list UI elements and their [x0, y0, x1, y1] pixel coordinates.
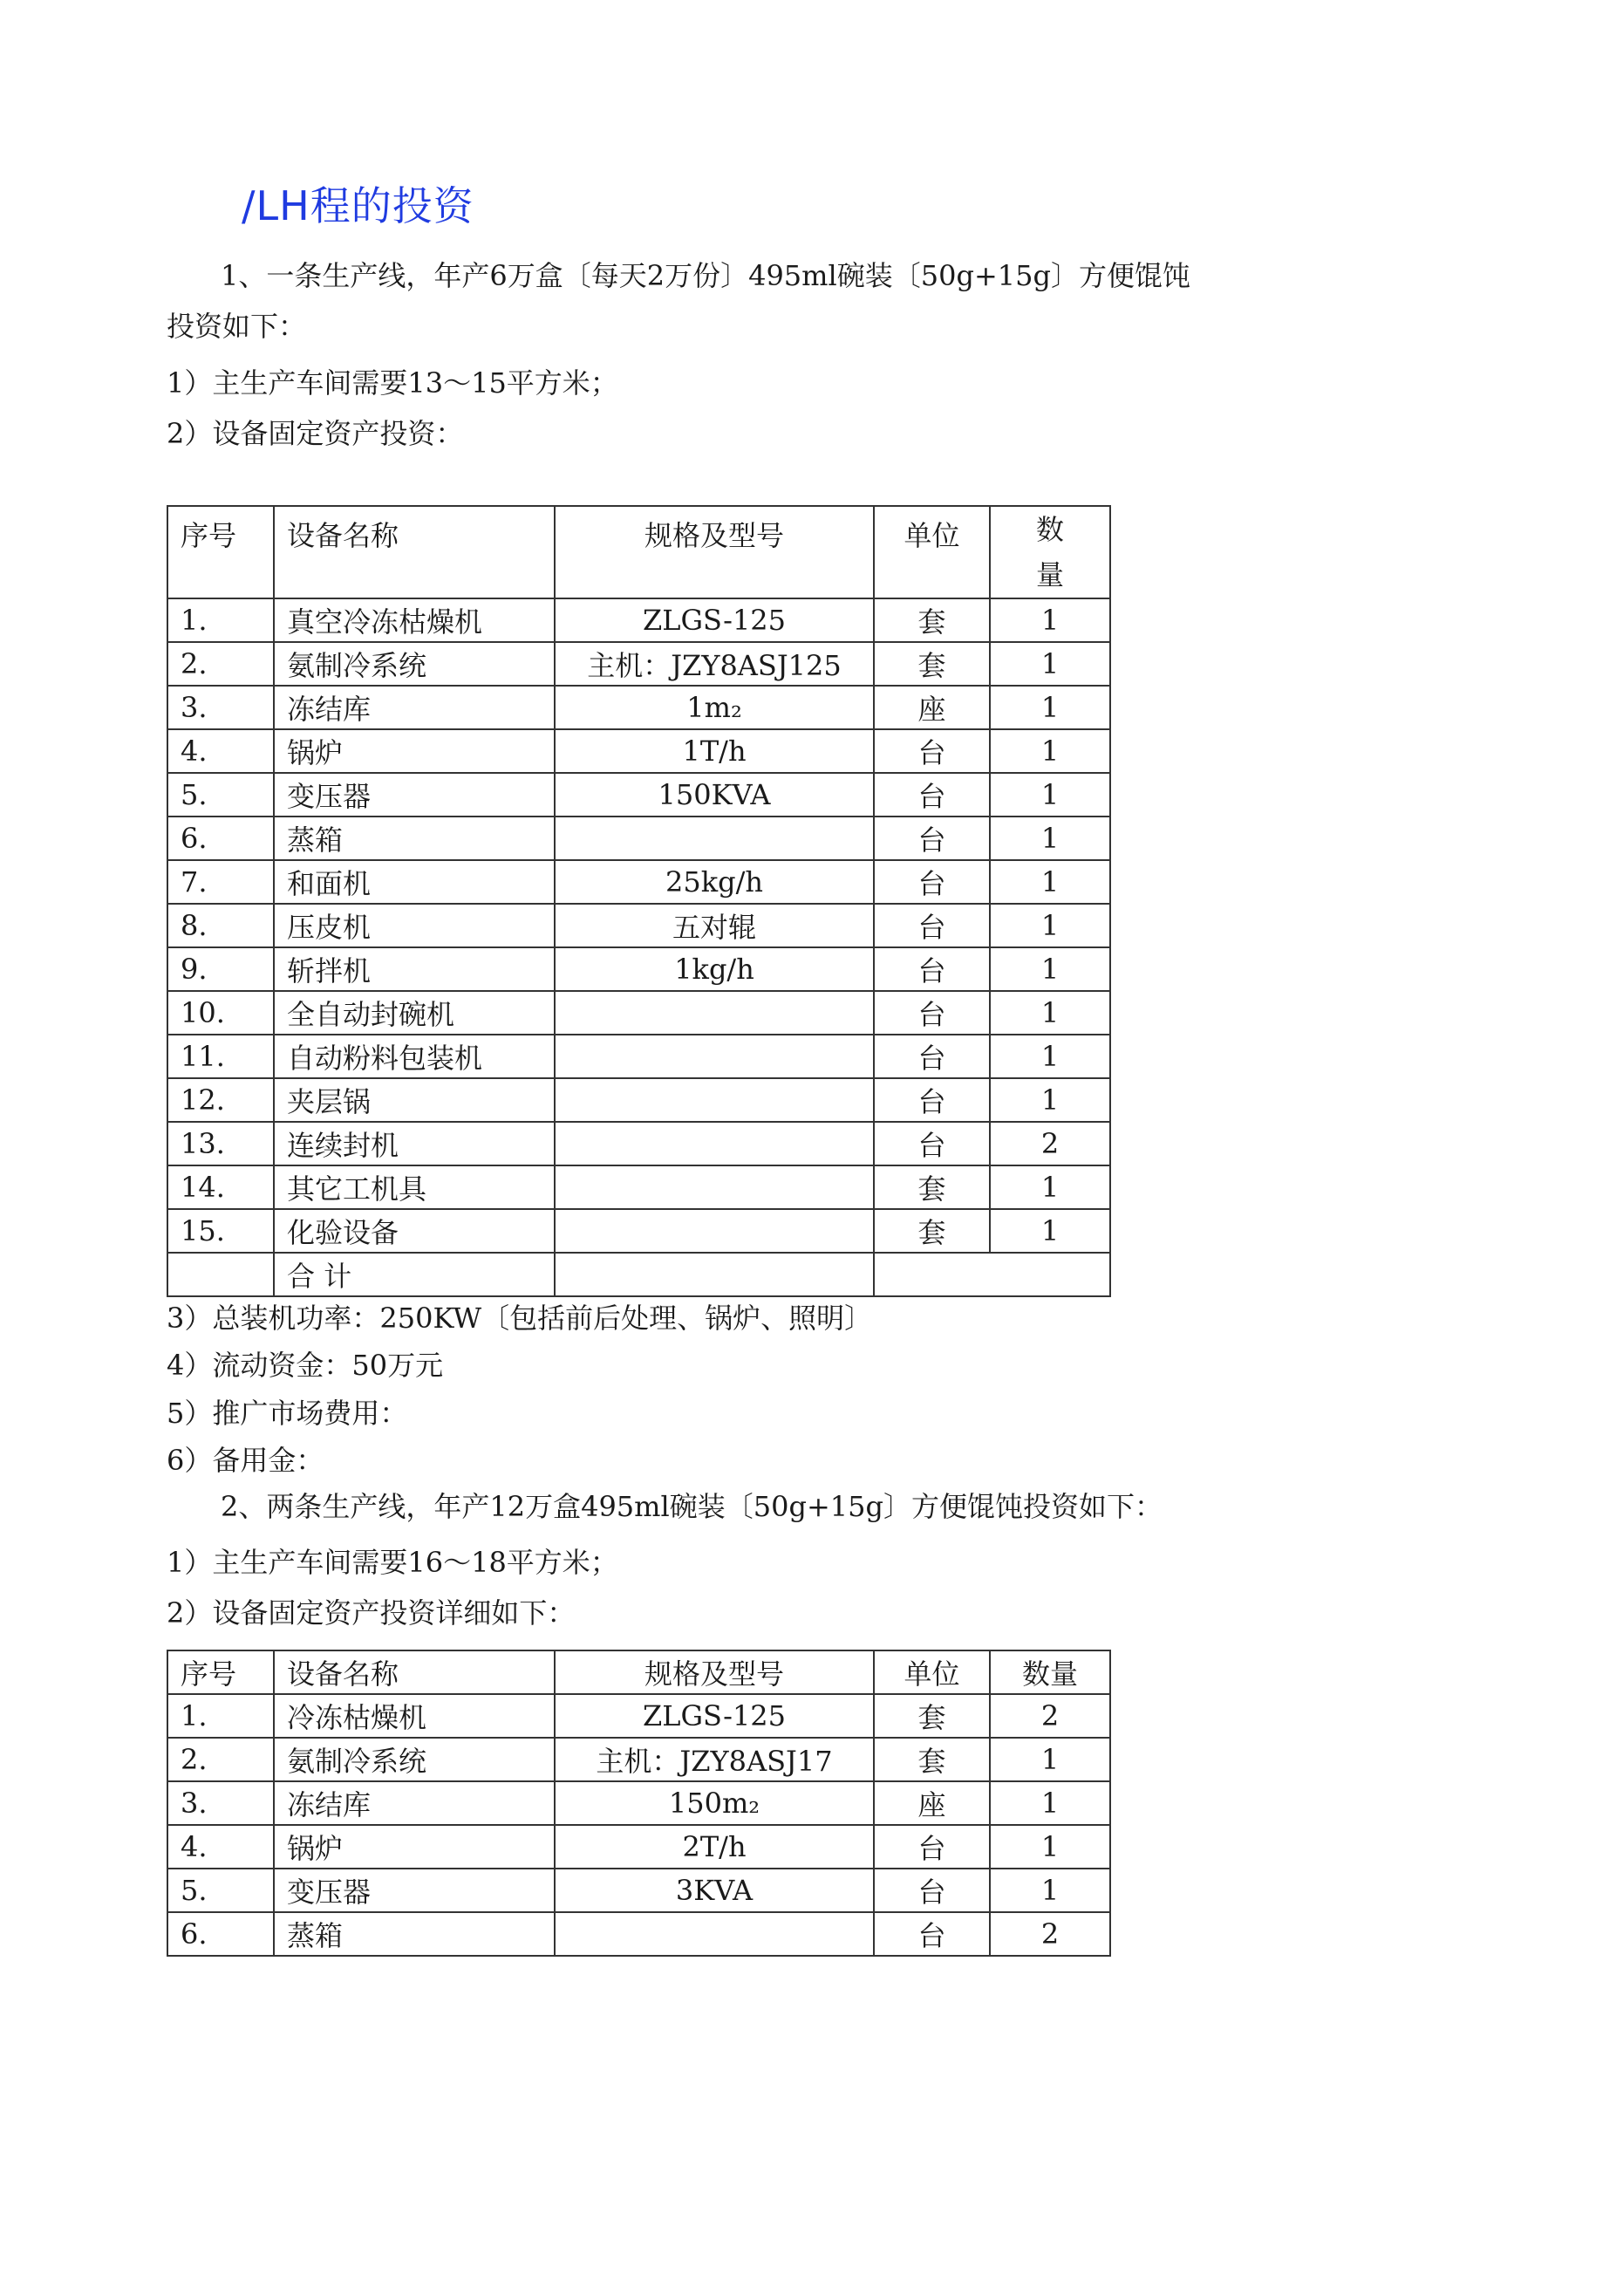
equipment-name-cell: 其它工机具 — [274, 1165, 555, 1209]
spec-model-cell: ZLGS-125 — [555, 1694, 874, 1738]
quantity-cell: 1 — [990, 991, 1110, 1035]
table-row — [167, 860, 1110, 904]
spec-model-cell — [555, 1035, 874, 1078]
row-number-cell: 8. — [167, 904, 274, 947]
spec-model-cell: 3KVA — [555, 1869, 874, 1912]
spec-model-cell — [555, 1122, 874, 1165]
quantity-cell: 1 — [990, 686, 1110, 729]
unit-cell: 台 — [874, 860, 990, 904]
row-number-cell: 4. — [167, 1825, 274, 1869]
spec-model-cell: 五对辊 — [555, 904, 874, 947]
table-body — [167, 598, 1110, 1253]
unit-cell: 座 — [874, 1781, 990, 1825]
equipment-name-cell: 全自动封碗机 — [274, 991, 555, 1035]
spec-model-cell: ZLGS-125 — [555, 598, 874, 642]
table-row — [167, 817, 1110, 860]
table-row — [167, 598, 1110, 642]
table-row — [167, 773, 1110, 817]
total-label: 合 计 — [274, 1253, 555, 1296]
table-total-row — [167, 1253, 1110, 1296]
header-cell: 序号 — [167, 1650, 274, 1694]
equipment-name-cell: 真空冷冻枯燥机 — [274, 598, 555, 642]
row-number-cell: 12. — [167, 1078, 274, 1122]
header-cell: 设备名称 — [274, 506, 555, 598]
table-row — [167, 642, 1110, 686]
table-row — [167, 1122, 1110, 1165]
quantity-cell: 2 — [990, 1122, 1110, 1165]
table-row — [167, 1035, 1110, 1078]
quantity-cell: 1 — [990, 1825, 1110, 1869]
row-number-cell: 7. — [167, 860, 274, 904]
table-cell — [874, 1253, 1110, 1296]
header-quantity-part2: 量 — [1035, 558, 1064, 591]
equipment-name-cell: 冷冻枯燥机 — [274, 1694, 555, 1738]
quantity-cell: 1 — [990, 860, 1110, 904]
spec-model-cell: 1kg/h — [555, 947, 874, 991]
table-body — [167, 1694, 1110, 1956]
equipment-name-cell: 氨制冷系统 — [274, 642, 555, 686]
unit-cell: 台 — [874, 904, 990, 947]
row-number-cell: 1. — [167, 1694, 274, 1738]
section1-item1: 1）主生产车间需要13〜15平方米； — [167, 366, 618, 400]
unit-cell: 台 — [874, 1825, 990, 1869]
table-row — [167, 1738, 1110, 1781]
table-header-row — [167, 1650, 1110, 1694]
quantity-cell: 2 — [990, 1912, 1110, 1956]
equipment-name-cell: 变压器 — [274, 1869, 555, 1912]
table-row — [167, 1694, 1110, 1738]
section1-intro-line2: 投资如下： — [167, 310, 307, 343]
spec-model-cell: 25kg/h — [555, 860, 874, 904]
section1-item4: 4）流动资金：50万元 — [167, 1349, 444, 1382]
row-number-cell: 5. — [167, 1869, 274, 1912]
unit-cell: 台 — [874, 1869, 990, 1912]
quantity-cell: 1 — [990, 1165, 1110, 1209]
spec-model-cell: 150m₂ — [555, 1781, 874, 1825]
spec-model-cell — [555, 991, 874, 1035]
spec-model-cell — [555, 1078, 874, 1122]
table-header-row — [167, 506, 1110, 598]
quantity-cell: 1 — [990, 817, 1110, 860]
header-cell: 单位 — [874, 1650, 990, 1694]
row-number-cell: 15. — [167, 1209, 274, 1253]
spec-model-cell — [555, 1165, 874, 1209]
section1-item6: 6）备用金： — [167, 1444, 324, 1477]
table-row — [167, 1781, 1110, 1825]
equipment-name-cell: 冻结库 — [274, 686, 555, 729]
unit-cell: 座 — [874, 686, 990, 729]
header-quantity-part1: 数 — [1035, 513, 1064, 546]
equipment-name-cell: 锅炉 — [274, 729, 555, 773]
table-row — [167, 686, 1110, 729]
quantity-cell: 1 — [990, 1738, 1110, 1781]
unit-cell: 台 — [874, 773, 990, 817]
table-row — [167, 1825, 1110, 1869]
row-number-cell: 14. — [167, 1165, 274, 1209]
unit-cell: 套 — [874, 1738, 990, 1781]
row-number-cell: 3. — [167, 686, 274, 729]
unit-cell: 台 — [874, 1035, 990, 1078]
spec-model-cell — [555, 1209, 874, 1253]
unit-cell: 台 — [874, 729, 990, 773]
row-number-cell: 6. — [167, 817, 274, 860]
equipment-name-cell: 锅炉 — [274, 1825, 555, 1869]
header-cell: 单位 — [874, 506, 990, 598]
table-row — [167, 1165, 1110, 1209]
unit-cell: 台 — [874, 1912, 990, 1956]
row-number-cell: 2. — [167, 642, 274, 686]
equipment-name-cell: 氨制冷系统 — [274, 1738, 555, 1781]
equipment-name-cell: 化验设备 — [274, 1209, 555, 1253]
table-cell — [555, 1253, 874, 1296]
section2-item1: 1）主生产车间需要16〜18平方米； — [167, 1546, 618, 1579]
quantity-cell: 1 — [990, 1209, 1110, 1253]
section2-intro: 2、两条生产线，年产12万盒495ml碗装〔50g+15g〕方便馄饨投资如下： — [221, 1490, 1163, 1523]
equipment-table-2 — [167, 1650, 1111, 1957]
header-cell-quantity — [990, 506, 1110, 598]
equipment-name-cell: 连续封机 — [274, 1122, 555, 1165]
equipment-name-cell: 夹层锅 — [274, 1078, 555, 1122]
section1-item5: 5）推广市场费用： — [167, 1397, 408, 1430]
spec-model-cell: 主机：JZY8ASJ125 — [555, 642, 874, 686]
spec-model-cell: 主机：JZY8ASJ17 — [555, 1738, 874, 1781]
equipment-name-cell: 斩拌机 — [274, 947, 555, 991]
quantity-cell: 2 — [990, 1694, 1110, 1738]
section1-intro-line1: 1、一条生产线，年产6万盒〔每天2万份〕495ml碗装〔50g+15g〕方便馄饨 — [221, 259, 1190, 292]
spec-model-cell: 150KVA — [555, 773, 874, 817]
table-row — [167, 1209, 1110, 1253]
quantity-cell: 1 — [990, 1078, 1110, 1122]
equipment-name-cell: 压皮机 — [274, 904, 555, 947]
equipment-name-cell: 蒸箱 — [274, 817, 555, 860]
table-row — [167, 1869, 1110, 1912]
table-row — [167, 991, 1110, 1035]
equipment-name-cell: 和面机 — [274, 860, 555, 904]
table-row — [167, 904, 1110, 947]
quantity-cell: 1 — [990, 904, 1110, 947]
equipment-name-cell: 自动粉料包装机 — [274, 1035, 555, 1078]
unit-cell: 套 — [874, 598, 990, 642]
quantity-cell: 1 — [990, 947, 1110, 991]
unit-cell: 套 — [874, 1165, 990, 1209]
section1-item3: 3）总装机功率：250KW〔包括前后处理、锅炉、照明〕 — [167, 1302, 873, 1335]
table-row — [167, 729, 1110, 773]
row-number-cell: 9. — [167, 947, 274, 991]
row-number-cell: 5. — [167, 773, 274, 817]
spec-model-cell: 1T/h — [555, 729, 874, 773]
quantity-cell: 1 — [990, 642, 1110, 686]
quantity-cell: 1 — [990, 1035, 1110, 1078]
header-cell: 设备名称 — [274, 1650, 555, 1694]
page-title: /LH程的投资 — [242, 182, 474, 229]
unit-cell: 台 — [874, 817, 990, 860]
table-row — [167, 947, 1110, 991]
unit-cell: 套 — [874, 1694, 990, 1738]
row-number-cell: 13. — [167, 1122, 274, 1165]
section2-item2: 2）设备固定资产投资详细如下： — [167, 1596, 576, 1630]
row-number-cell: 3. — [167, 1781, 274, 1825]
unit-cell: 台 — [874, 991, 990, 1035]
spec-model-cell: 1m₂ — [555, 686, 874, 729]
equipment-name-cell: 蒸箱 — [274, 1912, 555, 1956]
unit-cell: 套 — [874, 642, 990, 686]
table-row — [167, 1912, 1110, 1956]
quantity-cell: 1 — [990, 1869, 1110, 1912]
row-number-cell: 11. — [167, 1035, 274, 1078]
spec-model-cell: 2T/h — [555, 1825, 874, 1869]
unit-cell: 台 — [874, 1122, 990, 1165]
row-number-cell: 2. — [167, 1738, 274, 1781]
quantity-cell: 1 — [990, 598, 1110, 642]
unit-cell: 台 — [874, 947, 990, 991]
spec-model-cell — [555, 1912, 874, 1956]
header-cell: 数量 — [990, 1650, 1110, 1694]
row-number-cell: 4. — [167, 729, 274, 773]
header-cell: 规格及型号 — [555, 1650, 874, 1694]
row-number-cell: 6. — [167, 1912, 274, 1956]
equipment-name-cell: 变压器 — [274, 773, 555, 817]
quantity-cell: 1 — [990, 729, 1110, 773]
header-cell: 规格及型号 — [555, 506, 874, 598]
unit-cell: 台 — [874, 1078, 990, 1122]
table-cell — [167, 1253, 274, 1296]
quantity-cell: 1 — [990, 773, 1110, 817]
table-row — [167, 1078, 1110, 1122]
spec-model-cell — [555, 817, 874, 860]
unit-cell: 套 — [874, 1209, 990, 1253]
header-cell: 序号 — [167, 506, 274, 598]
equipment-table-1 — [167, 505, 1111, 1297]
quantity-cell: 1 — [990, 1781, 1110, 1825]
row-number-cell: 10. — [167, 991, 274, 1035]
section1-item2: 2）设备固定资产投资： — [167, 417, 464, 450]
equipment-name-cell: 冻结库 — [274, 1781, 555, 1825]
row-number-cell: 1. — [167, 598, 274, 642]
